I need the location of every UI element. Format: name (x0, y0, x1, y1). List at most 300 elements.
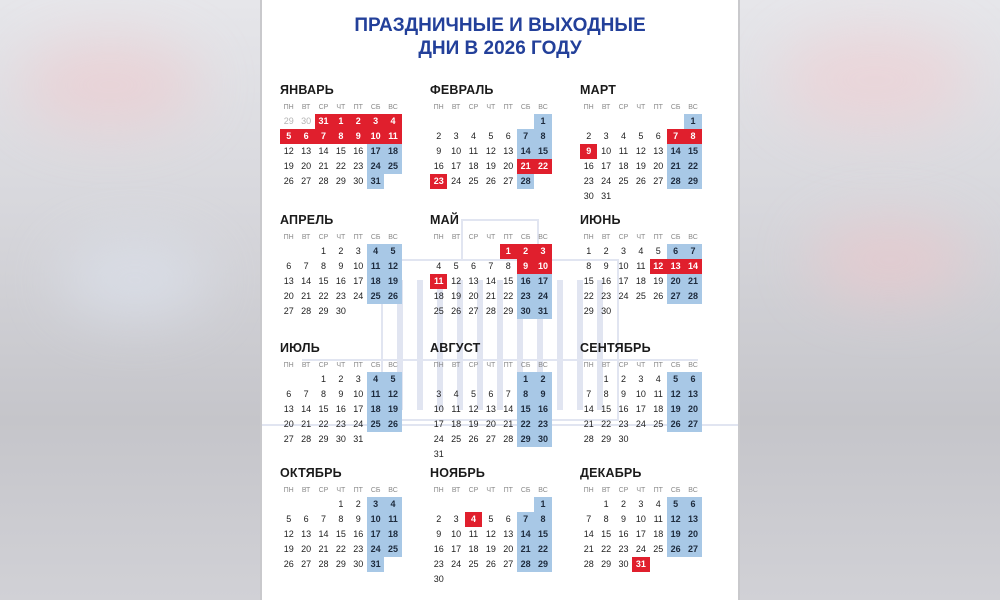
weekday-header: ВТ (451, 487, 461, 494)
weekday-header: ПТ (503, 487, 513, 494)
empty-cell (465, 114, 482, 129)
calendar-day: 28 (583, 434, 594, 445)
calendar-day: 17 (635, 529, 646, 540)
calendar-day: 24 (451, 176, 462, 187)
weekday-header: ПТ (353, 104, 363, 111)
prev-month-holiday: 31 (315, 114, 332, 129)
weekend-day: 8 (534, 512, 551, 527)
weekday-header: ПН (283, 362, 294, 369)
empty-cell (447, 244, 464, 259)
weekday-header: ВТ (601, 104, 611, 111)
empty-cell (447, 114, 464, 129)
calendar-day: 6 (655, 131, 661, 142)
calendar-day: 10 (451, 146, 462, 157)
weekday-header: ЧТ (636, 362, 646, 369)
holiday-day: 31 (632, 557, 649, 572)
calendar-day: 10 (635, 514, 646, 525)
weekend-day: 26 (667, 542, 684, 557)
calendar-day: 30 (618, 559, 629, 570)
calendar-day: 14 (301, 404, 312, 415)
month-name: НОЯБРЬ (430, 466, 486, 480)
weekend-day: 5 (384, 244, 401, 259)
calendar-day: 4 (620, 131, 626, 142)
month-block (280, 340, 408, 447)
empty-cell (597, 114, 614, 129)
calendar-day: 22 (335, 544, 346, 555)
calendar-day: 27 (653, 176, 664, 187)
calendar-day: 24 (601, 176, 612, 187)
calendar-day: 15 (335, 529, 346, 540)
weekday-header: ЧТ (486, 487, 496, 494)
weekend-day: 18 (384, 527, 401, 542)
calendar-day: 27 (301, 176, 312, 187)
weekend-day: 17 (534, 274, 551, 289)
calendar-day: 2 (436, 131, 442, 142)
weekend-day: 23 (517, 289, 534, 304)
weekend-day: 25 (367, 289, 384, 304)
weekend-day: 29 (684, 174, 701, 189)
calendar-day: 17 (353, 404, 364, 415)
calendar-day: 24 (635, 419, 646, 430)
weekday-header: ПТ (653, 487, 663, 494)
calendar-day: 28 (301, 434, 312, 445)
calendar-day: 6 (286, 389, 292, 400)
calendar-day: 27 (503, 176, 514, 187)
calendar-day: 8 (320, 261, 326, 272)
weekend-day: 7 (684, 244, 701, 259)
weekend-day: 8 (517, 387, 534, 402)
calendar-day: 29 (335, 176, 346, 187)
weekday-header: ПН (433, 104, 444, 111)
calendar-day: 19 (451, 291, 462, 302)
empty-cell (482, 244, 499, 259)
weekday-header: СБ (370, 487, 381, 494)
holiday-day: 11 (384, 129, 401, 144)
month-name: ИЮНЬ (580, 213, 621, 227)
calendar-day: 25 (468, 559, 479, 570)
month-block (430, 82, 558, 189)
weekday-header: ВС (688, 104, 698, 111)
weekday-header: СР (468, 487, 479, 494)
calendar-day: 26 (468, 434, 479, 445)
holiday-day: 1 (332, 114, 349, 129)
calendar-day: 20 (468, 291, 479, 302)
weekend-day: 22 (534, 542, 551, 557)
calendar-day: 24 (618, 291, 629, 302)
calendar-day: 1 (603, 499, 609, 509)
weekday-header: ПН (283, 104, 294, 111)
calendar-day: 12 (485, 529, 496, 540)
weekend-day: 21 (517, 542, 534, 557)
calendar-day: 20 (503, 544, 514, 555)
empty-cell (500, 114, 517, 129)
calendar-day: 10 (353, 261, 364, 272)
calendar-day: 26 (451, 306, 462, 317)
empty-cell (297, 497, 314, 512)
calendar-day: 27 (485, 434, 496, 445)
calendar-day: 16 (433, 544, 444, 555)
weekday-header: ВС (538, 487, 548, 494)
calendar-day: 26 (635, 176, 646, 187)
calendar-day: 8 (338, 514, 344, 525)
weekday-header: ВТ (301, 104, 311, 111)
calendar-day: 22 (601, 419, 612, 430)
calendar-day: 5 (470, 389, 476, 400)
empty-cell (482, 372, 499, 387)
calendar-day: 28 (318, 559, 329, 570)
calendar-day: 25 (653, 419, 664, 430)
weekday-header: СР (318, 487, 329, 494)
empty-cell (517, 497, 534, 512)
weekend-day: 27 (684, 417, 701, 432)
calendar-day: 9 (620, 389, 626, 400)
calendar-day: 23 (335, 419, 346, 430)
month-day-grid (280, 360, 408, 447)
calendar-day: 15 (318, 276, 329, 287)
calendar-day: 10 (601, 146, 612, 157)
month-name: ОКТЯБРЬ (280, 466, 342, 480)
calendar-day: 24 (451, 559, 462, 570)
calendar-day: 12 (451, 276, 462, 287)
month-block (430, 340, 558, 463)
calendar-day: 20 (301, 544, 312, 555)
calendar-day: 4 (453, 389, 459, 400)
month-name: ДЕКАБРЬ (580, 466, 642, 480)
weekday-header: ВТ (301, 487, 311, 494)
calendar-day: 17 (601, 161, 612, 172)
holiday-day: 3 (367, 114, 384, 129)
holiday-day: 21 (517, 159, 534, 174)
empty-cell (580, 114, 597, 129)
calendar-day: 3 (453, 514, 459, 525)
calendar-day: 13 (503, 529, 514, 540)
calendar-day: 14 (318, 146, 329, 157)
empty-cell (482, 497, 499, 512)
weekday-header: ЧТ (336, 104, 346, 111)
weekday-header: ПТ (503, 104, 513, 111)
calendar-day: 2 (620, 374, 626, 384)
weekday-header: ЧТ (486, 362, 496, 369)
calendar-day: 3 (638, 374, 644, 384)
weekend-day: 19 (384, 274, 401, 289)
month-name: ФЕВРАЛЬ (430, 83, 494, 97)
holiday-day: 12 (650, 259, 667, 274)
weekday-header: СБ (370, 104, 381, 111)
calendar-day: 29 (503, 306, 514, 317)
title-line-1: ПРАЗДНИЧНЫЕ И ВЫХОДНЫЕ (354, 15, 646, 36)
calendar-day: 18 (635, 276, 646, 287)
weekend-day: 11 (367, 259, 384, 274)
weekday-header: ВТ (451, 104, 461, 111)
weekend-day: 25 (367, 417, 384, 432)
weekday-header: ПН (283, 487, 294, 494)
weekday-header: ВС (388, 104, 398, 111)
empty-cell (280, 372, 297, 387)
empty-cell (280, 244, 297, 259)
calendar-day: 30 (583, 191, 594, 202)
weekend-day: 26 (384, 417, 401, 432)
weekend-day: 30 (534, 432, 551, 447)
calendar-day: 6 (505, 131, 511, 142)
calendar-day: 3 (603, 131, 609, 142)
calendar-day: 10 (353, 389, 364, 400)
empty-cell (297, 244, 314, 259)
calendar-day: 18 (468, 544, 479, 555)
weekend-day: 19 (384, 402, 401, 417)
calendar-day: 17 (433, 419, 444, 430)
calendar-day: 8 (603, 389, 609, 400)
calendar-day: 26 (485, 176, 496, 187)
calendar-day: 28 (318, 176, 329, 187)
holiday-day: 5 (280, 129, 297, 144)
weekday-header: ПТ (653, 234, 663, 241)
calendar-day: 21 (583, 544, 594, 555)
calendar-day: 1 (320, 374, 326, 384)
holiday-day: 6 (297, 129, 314, 144)
weekday-header: ЧТ (636, 234, 646, 241)
calendar-day: 28 (583, 559, 594, 570)
weekend-day: 15 (534, 144, 551, 159)
weekend-day: 25 (384, 159, 401, 174)
calendar-day: 14 (301, 276, 312, 287)
calendar-day: 10 (635, 389, 646, 400)
weekend-day: 1 (684, 114, 701, 129)
weekend-day: 3 (367, 497, 384, 512)
calendar-card (262, 0, 738, 600)
calendar-day: 30 (601, 306, 612, 317)
weekend-day: 22 (684, 159, 701, 174)
weekday-header: ПТ (653, 104, 663, 111)
weekend-day: 19 (667, 527, 684, 542)
weekend-day: 18 (367, 402, 384, 417)
month-name: ИЮЛЬ (280, 341, 320, 355)
empty-cell (500, 372, 517, 387)
weekend-day: 6 (684, 372, 701, 387)
calendar-day: 13 (653, 146, 664, 157)
month-block (280, 212, 408, 319)
empty-cell (280, 497, 297, 512)
calendar-day: 3 (355, 374, 361, 384)
holiday-day: 4 (465, 512, 482, 527)
weekend-day: 15 (684, 144, 701, 159)
month-name: АПРЕЛЬ (280, 213, 334, 227)
calendar-day: 25 (468, 176, 479, 187)
empty-cell (315, 497, 332, 512)
calendar-day: 20 (283, 419, 294, 430)
holiday-day: 7 (667, 129, 684, 144)
calendar-day: 6 (505, 514, 511, 525)
month-name: СЕНТЯБРЬ (580, 341, 651, 355)
calendar-day: 6 (286, 261, 292, 272)
calendar-day: 6 (303, 514, 309, 525)
calendar-day: 13 (283, 276, 294, 287)
weekday-header: СБ (670, 362, 681, 369)
calendar-day: 14 (583, 404, 594, 415)
calendar-day: 4 (655, 499, 661, 509)
calendar-day: 14 (503, 404, 514, 415)
calendar-day: 13 (301, 529, 312, 540)
weekday-header: ВС (388, 234, 398, 241)
month-day-grid (580, 360, 708, 447)
weekday-header: ЧТ (486, 234, 496, 241)
weekend-day: 7 (517, 512, 534, 527)
calendar-day: 11 (468, 529, 479, 540)
calendar-day: 20 (503, 161, 514, 172)
calendar-day: 16 (335, 276, 346, 287)
calendar-day: 16 (618, 529, 629, 540)
weekend-day: 5 (667, 372, 684, 387)
weekend-day: 14 (517, 527, 534, 542)
month-name: МАЙ (430, 213, 460, 227)
calendar-day: 5 (488, 131, 494, 142)
holiday-day: 9 (580, 144, 597, 159)
weekday-header: ВТ (451, 362, 461, 369)
empty-cell (430, 244, 447, 259)
holiday-day: 8 (332, 129, 349, 144)
weekday-header: СБ (670, 234, 681, 241)
calendar-day: 2 (620, 499, 626, 509)
prev-month-day: 30 (301, 116, 312, 126)
weekday-header: ВТ (301, 362, 311, 369)
calendar-day: 27 (301, 559, 312, 570)
weekday-header: ПН (283, 234, 294, 241)
calendar-day: 22 (318, 291, 329, 302)
calendar-day: 3 (453, 131, 459, 142)
weekday-header: СР (618, 234, 629, 241)
calendar-day: 22 (318, 419, 329, 430)
calendar-day: 13 (301, 146, 312, 157)
weekday-header: СБ (670, 104, 681, 111)
weekday-header: ЧТ (336, 362, 346, 369)
weekend-day: 28 (517, 557, 534, 572)
calendar-day: 2 (603, 246, 609, 256)
calendar-day: 18 (451, 419, 462, 430)
weekday-header: ЧТ (486, 104, 496, 111)
weekday-header: СР (468, 362, 479, 369)
weekday-header: ПН (433, 234, 444, 241)
calendar-day: 23 (353, 544, 364, 555)
calendar-day: 15 (503, 276, 514, 287)
calendar-day: 24 (433, 434, 444, 445)
calendar-day: 19 (468, 419, 479, 430)
holiday-day: 4 (384, 114, 401, 129)
weekend-day: 22 (517, 417, 534, 432)
weekend-day: 21 (667, 159, 684, 174)
calendar-day: 7 (586, 389, 592, 400)
weekend-day: 20 (684, 402, 701, 417)
weekday-header: ВТ (601, 487, 611, 494)
weekday-header: СБ (520, 362, 531, 369)
weekend-day: 20 (684, 527, 701, 542)
weekday-header: СБ (670, 487, 681, 494)
weekend-day: 12 (384, 259, 401, 274)
weekend-day: 14 (517, 144, 534, 159)
calendar-day: 31 (601, 191, 612, 202)
calendar-day: 7 (505, 389, 511, 400)
calendar-day: 28 (485, 306, 496, 317)
weekend-day: 28 (667, 174, 684, 189)
calendar-day: 15 (318, 404, 329, 415)
calendar-day: 23 (618, 419, 629, 430)
weekend-day: 18 (384, 144, 401, 159)
calendar-day: 26 (653, 291, 664, 302)
weekend-day: 27 (684, 542, 701, 557)
weekend-day: 8 (534, 129, 551, 144)
calendar-day: 3 (436, 389, 442, 400)
holiday-day: 9 (517, 259, 534, 274)
calendar-day: 22 (583, 291, 594, 302)
weekday-header: СР (468, 104, 479, 111)
weekend-day: 13 (684, 512, 701, 527)
calendar-day: 20 (283, 291, 294, 302)
empty-cell (482, 114, 499, 129)
month-day-grid (430, 232, 558, 319)
calendar-day: 5 (488, 514, 494, 525)
weekday-header: СР (618, 487, 629, 494)
weekday-header: ВТ (601, 362, 611, 369)
empty-cell (632, 114, 649, 129)
weekday-header: ПН (433, 362, 444, 369)
calendar-day: 23 (335, 291, 346, 302)
weekend-day: 24 (367, 159, 384, 174)
calendar-day: 21 (318, 544, 329, 555)
calendar-day: 27 (468, 306, 479, 317)
calendar-day: 31 (433, 449, 444, 460)
empty-cell (580, 372, 597, 387)
calendar-day: 16 (433, 161, 444, 172)
empty-cell (650, 114, 667, 129)
calendar-day: 24 (635, 544, 646, 555)
calendar-day: 18 (468, 161, 479, 172)
calendar-day: 10 (451, 529, 462, 540)
empty-cell (297, 372, 314, 387)
weekday-header: СР (468, 234, 479, 241)
weekday-header: ПТ (503, 362, 513, 369)
calendar-day: 19 (485, 544, 496, 555)
calendar-day: 7 (320, 514, 326, 525)
month-block (580, 465, 708, 572)
empty-cell (447, 372, 464, 387)
weekday-header: ПТ (653, 362, 663, 369)
holiday-day: 9 (350, 129, 367, 144)
holiday-day: 10 (534, 259, 551, 274)
calendar-day: 5 (286, 514, 292, 525)
calendar-day: 19 (635, 161, 646, 172)
calendar-day: 14 (583, 529, 594, 540)
calendar-day: 24 (353, 419, 364, 430)
empty-cell (430, 497, 447, 512)
empty-cell (580, 497, 597, 512)
calendar-day: 28 (301, 306, 312, 317)
weekend-day: 10 (367, 512, 384, 527)
weekday-header: ВС (538, 362, 548, 369)
holiday-day: 7 (315, 129, 332, 144)
calendar-day: 9 (603, 261, 609, 272)
weekday-header: ПТ (353, 234, 363, 241)
weekend-day: 6 (684, 497, 701, 512)
calendar-day: 27 (283, 306, 294, 317)
calendar-day: 12 (468, 404, 479, 415)
holiday-day: 2 (517, 244, 534, 259)
weekend-day: 24 (367, 542, 384, 557)
weekday-header: ВТ (301, 234, 311, 241)
calendar-day: 30 (335, 434, 346, 445)
weekend-day: 31 (534, 304, 551, 319)
calendar-day: 4 (470, 131, 476, 142)
calendar-day: 9 (436, 529, 442, 540)
calendar-day: 19 (283, 544, 294, 555)
weekend-day: 1 (517, 372, 534, 387)
